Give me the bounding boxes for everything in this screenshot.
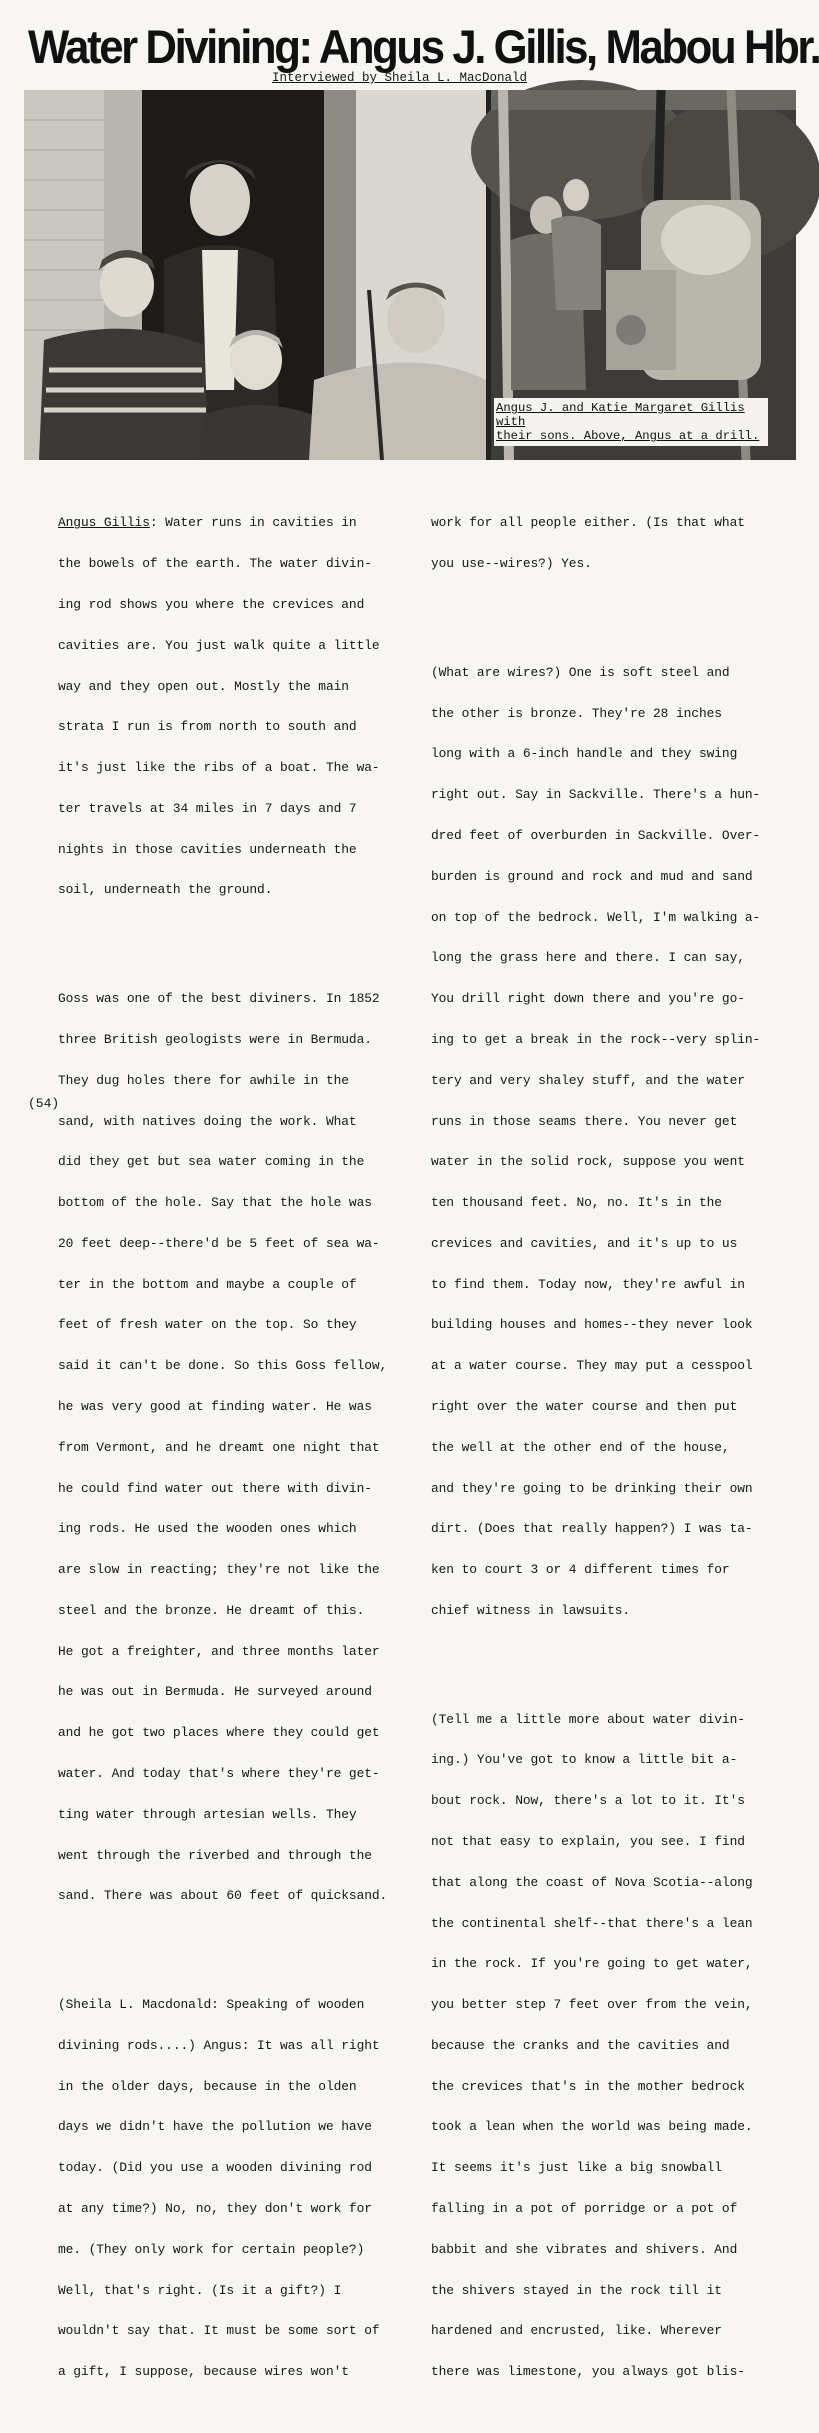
text-line: and they're going to be drinking their own <box>431 1480 753 1496</box>
caption-line-1: Angus J. and Katie Margaret Gillis with <box>496 401 745 429</box>
text-line: ing to get a break in the rock--very splin- <box>431 1031 761 1047</box>
text-line: long with a 6-inch handle and they swing <box>431 746 738 762</box>
text-line: ter travels at 34 miles in 7 days and 7 <box>58 800 357 816</box>
text-line: from Vermont, and he dreamt one night that <box>58 1439 380 1455</box>
text-line: babbit and she vibrates and shivers. And <box>431 2241 738 2257</box>
text-line: said it can't be done. So this Goss fellow, <box>58 1358 388 1374</box>
text-line: that along the coast of Nova Scotia--along <box>431 1874 753 1890</box>
text-line: the well at the other end of the house, <box>431 1439 730 1455</box>
text-line: he was out in Bermuda. He surveyed around <box>58 1684 372 1700</box>
text-line: water in the solid rock, suppose you went <box>431 1154 745 1170</box>
paragraph <box>58 489 408 924</box>
text-line: in the rock. If you're going to get water, <box>431 1956 753 1972</box>
text-line: dred feet of overburden in Sackville. Over- <box>431 828 761 844</box>
speaker-label: Angus Gillis <box>58 515 150 531</box>
family-photo <box>24 90 486 460</box>
text-line: (What are wires?) One is soft steel and <box>431 664 730 680</box>
page-number: (54) <box>28 1096 60 1111</box>
text-line: tery and very shaley stuff, and the water <box>431 1072 745 1088</box>
text-line: because the cranks and the cavities and <box>431 2037 730 2053</box>
text-line: and he got two places where they could get <box>58 1725 380 1741</box>
text-line: falling in a pot of porridge or a pot of <box>431 2201 738 2216</box>
text-line: not that easy to explain, you see. I find <box>431 1833 745 1849</box>
text-line: at a water course. They may put a cesspool <box>431 1358 753 1374</box>
byline-text: Interviewed by Sheila L. MacDonald <box>271 71 528 85</box>
paragraph <box>58 965 408 1930</box>
text-line: are slow in reacting; they're not like the <box>58 1562 380 1578</box>
text-line: You drill right down there and you're go- <box>431 991 745 1007</box>
photo-block <box>24 90 796 460</box>
text-line: dirt. (Does that really happen?) I was ta- <box>431 1521 753 1537</box>
text-line: he could find water out there with divin- <box>58 1480 372 1496</box>
text-line: crevices and cavities, and it's up to us <box>431 1235 738 1251</box>
text-line: ting water through artesian wells. They <box>58 1806 357 1822</box>
text-line: today. (Did you use a wooden divining rod <box>58 2160 372 2176</box>
text-line: took a lean when the world was being made. <box>431 2119 753 2135</box>
text-line: ten thousand feet. No, no. It's in the <box>431 1195 722 1211</box>
paragraph <box>58 1971 408 2406</box>
text-line: the other is bronze. They're 28 inches <box>431 705 722 721</box>
text-line: Angus Gillis: Water runs in cavities in <box>58 515 357 531</box>
text-line: runs in those seams there. You never get <box>431 1113 738 1129</box>
paragraph <box>431 1685 781 2405</box>
text-line: He got a freighter, and three months later <box>58 1643 380 1659</box>
text-line: the continental shelf--that there's a lean <box>431 1915 753 1931</box>
text-line: It seems it's just like a big snowball <box>431 2160 722 2176</box>
text-line: he was very good at finding water. He was <box>58 1398 372 1414</box>
text-line: feet of fresh water on the top. So they <box>58 1317 357 1333</box>
text-line: at any time?) No, no, they don't work for <box>58 2201 372 2216</box>
text-line: did they get but sea water coming in the <box>58 1154 365 1170</box>
text-line: They dug holes there for awhile in the <box>58 1072 349 1088</box>
text-line: steel and the bronze. He dreamt of this. <box>58 1602 365 1618</box>
text-line: soil, underneath the ground. <box>58 882 273 898</box>
text-line: divining rods....) Angus: It was all right <box>58 2037 380 2053</box>
text-line: ter in the bottom and maybe a couple of <box>58 1276 357 1292</box>
text-line: wouldn't say that. It must be some sort of <box>58 2323 380 2339</box>
text-line: way and they open out. Mostly the main <box>58 678 349 694</box>
byline <box>0 70 799 86</box>
text-line: hardened and encrusted, like. Wherever <box>431 2323 722 2339</box>
text-line: three British geologists were in Bermuda. <box>58 1031 372 1047</box>
text-line: in the older days, because in the olden <box>58 2078 357 2094</box>
text-line: the crevices that's in the mother bedrock <box>431 2078 745 2094</box>
text-line: sand, with natives doing the work. What <box>58 1113 357 1129</box>
text-line: went through the riverbed and through the <box>58 1847 372 1863</box>
text-line: sand. There was about 60 feet of quicksand. <box>58 1888 388 1904</box>
text-line: to find them. Today now, they're awful in <box>431 1276 745 1292</box>
text-line: on top of the bedrock. Well, I'm walking a- <box>431 909 761 925</box>
paragraph <box>431 639 781 1645</box>
text-line: water. And today that's where they're get- <box>58 1766 380 1781</box>
text-line: chief witness in lawsuits. <box>431 1602 631 1618</box>
text-line: bottom of the hole. Say that the hole was <box>58 1195 372 1211</box>
text-line: strata I run is from north to south and <box>58 719 357 735</box>
text-line: right over the water course and then put <box>431 1398 738 1414</box>
text-line: building houses and homes--they never look <box>431 1317 753 1333</box>
text-line: burden is ground and rock and mud and sand <box>431 868 753 884</box>
text-line: right out. Say in Sackville. There's a hun- <box>431 787 761 803</box>
caption-line-2: their sons. Above, Angus at a drill. <box>496 429 760 443</box>
text-line: the bowels of the earth. The water divin- <box>58 556 372 572</box>
text-line: ing rods. He used the wooden ones which <box>58 1521 357 1537</box>
text-line: bout rock. Now, there's a lot to it. It's <box>431 1793 745 1809</box>
text-line: the shivers stayed in the rock till it <box>431 2282 722 2298</box>
text-line: nights in those cavities underneath the <box>58 841 357 857</box>
text-line: you better step 7 feet over from the vein, <box>431 1997 753 2013</box>
text-line: cavities are. You just walk quite a little <box>58 637 380 653</box>
text-line: days we didn't have the pollution we have <box>58 2119 372 2135</box>
text-line: ken to court 3 or 4 different times for <box>431 1562 730 1578</box>
text-line: long the grass here and there. I can say, <box>431 950 745 966</box>
right-column <box>431 462 781 2433</box>
paragraph <box>431 489 781 598</box>
text-line: ing rod shows you where the crevices and <box>58 596 365 612</box>
text-line: there was limestone, you always got blis- <box>431 2364 745 2380</box>
text-line: Well, that's right. (Is it a gift?) I <box>58 2282 342 2298</box>
left-column <box>58 462 408 2433</box>
text-line: work for all people either. (Is that what <box>431 515 745 531</box>
text-line: Goss was one of the best diviners. In 1852 <box>58 991 380 1007</box>
text-line: it's just like the ribs of a boat. The wa- <box>58 760 380 776</box>
text-line: you use--wires?) Yes. <box>431 556 592 572</box>
article-title: Water Divining: Angus J. Gillis, Mabou Hbr. <box>27 20 819 73</box>
text-line: (Sheila L. Macdonald: Speaking of wooden <box>58 1997 365 2013</box>
text-line: 20 feet deep--there'd be 5 feet of sea wa- <box>58 1235 380 1251</box>
text-line: ing.) You've got to know a little bit a- <box>431 1752 738 1768</box>
text-line: (Tell me a little more about water divin- <box>431 1711 745 1727</box>
photo-caption <box>494 398 768 446</box>
text-line: a gift, I suppose, because wires won't <box>58 2364 349 2380</box>
family-photo-illustration <box>24 90 486 460</box>
text-line: me. (They only work for certain people?) <box>58 2241 365 2257</box>
